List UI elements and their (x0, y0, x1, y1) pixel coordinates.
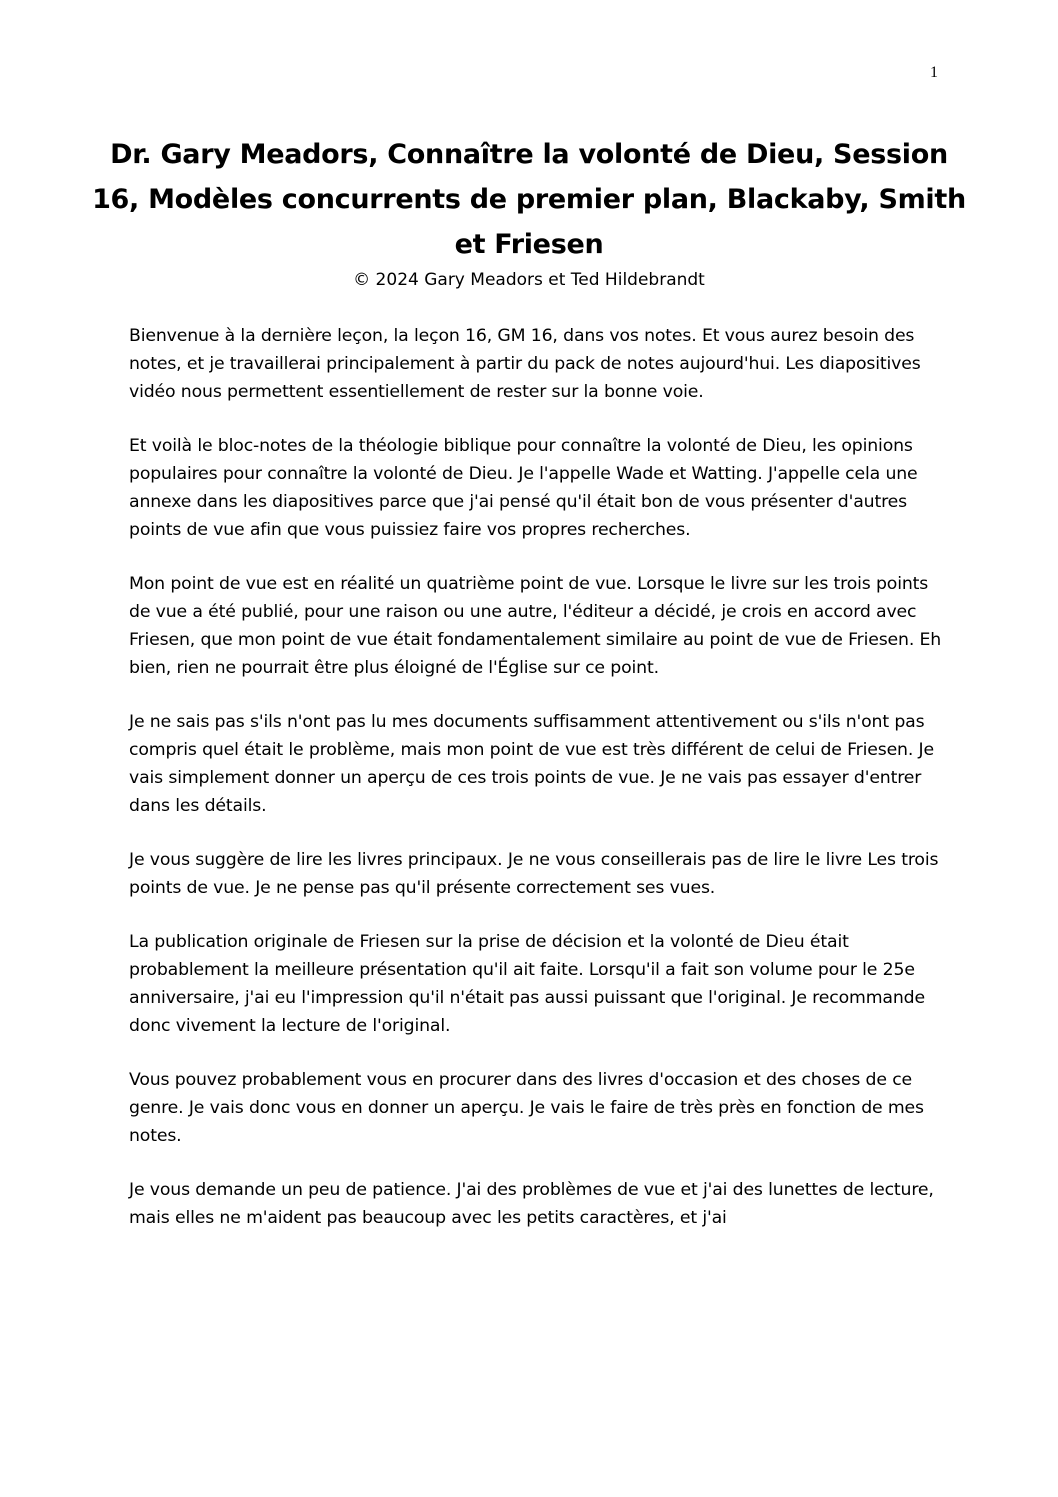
page-number: 1 (930, 64, 938, 81)
paragraph: Bienvenue à la dernière leçon, la leçon 16, GM 16, dans vos notes. Et vous aurez besoin des notes, et je travaillerai principalement à partir du pack de notes aujourd'hui. Les diapositives vidéo nous permettent essentiellement de rester sur la bonne voie. (129, 326, 921, 402)
copyright-line: © 2024 Gary Meadors et Ted Hildebrandt (353, 270, 705, 290)
paragraph: Je ne sais pas s'ils n'ont pas lu mes documents suffisamment attentivement ou s'ils n'ont pas compris quel était le problème, mais mon point de vue est très différent de celui de Friesen. Je vais simplement donner un aperçu de ces trois points de vue. Je ne vais pas essayer d'entrer dans les détails. (129, 712, 934, 816)
paragraph: Je vous demande un peu de patience. J'ai des problèmes de vue et j'ai des lunettes de lecture, mais elles ne m'aident pas beaucoup avec les petits caractères, et j'ai (129, 1180, 934, 1228)
paragraph: La publication originale de Friesen sur la prise de décision et la volonté de Dieu était probablement la meilleure présentation qu'il ait faite. Lorsqu'il a fait son volume pour le 25e anniversaire, j'ai eu l'impression qu'il n'était pas aussi puissant que l'original. Je recommande donc vivement la lecture de l'original. (129, 932, 925, 1036)
paragraph: Et voilà le bloc-notes de la théologie biblique pour connaître la volonté de Dieu, les opinions populaires pour connaître la volonté de Dieu. Je l'appelle Wade et Watting. J'appelle cela une annexe dans les diapositives parce que j'ai pensé qu'il était bon de vous présenter d'autres points de vue afin que vous puissiez faire vos propres recherches. (129, 436, 918, 540)
paragraph: Mon point de vue est en réalité un quatrième point de vue. Lorsque le livre sur les trois points de vue a été publié, pour une raison ou une autre, l'éditeur a décidé, je crois en accord avec Friesen, que mon point de vue était fondamentalement similaire au point de vue de Friesen. Eh bien, rien ne pourrait être plus éloigné de l'Église sur ce point. (129, 574, 942, 678)
title-block (90, 132, 968, 293)
document-title: Dr. Gary Meadors, Connaître la volonté de Dieu, Session 16, Modèles concurrents de premier plan, Blackaby, Smith et Friesen (92, 139, 966, 260)
paragraph: Je vous suggère de lire les livres principaux. Je ne vous conseillerais pas de lire le livre Les trois points de vue. Je ne pense pas qu'il présente correctement ses vues. (129, 850, 939, 898)
body-text (129, 322, 944, 1258)
paragraph: Vous pouvez probablement vous en procurer dans des livres d'occasion et des choses de ce genre. Je vais donc vous en donner un aperçu. Je vais le faire de très près en fonction de mes notes. (129, 1070, 924, 1146)
